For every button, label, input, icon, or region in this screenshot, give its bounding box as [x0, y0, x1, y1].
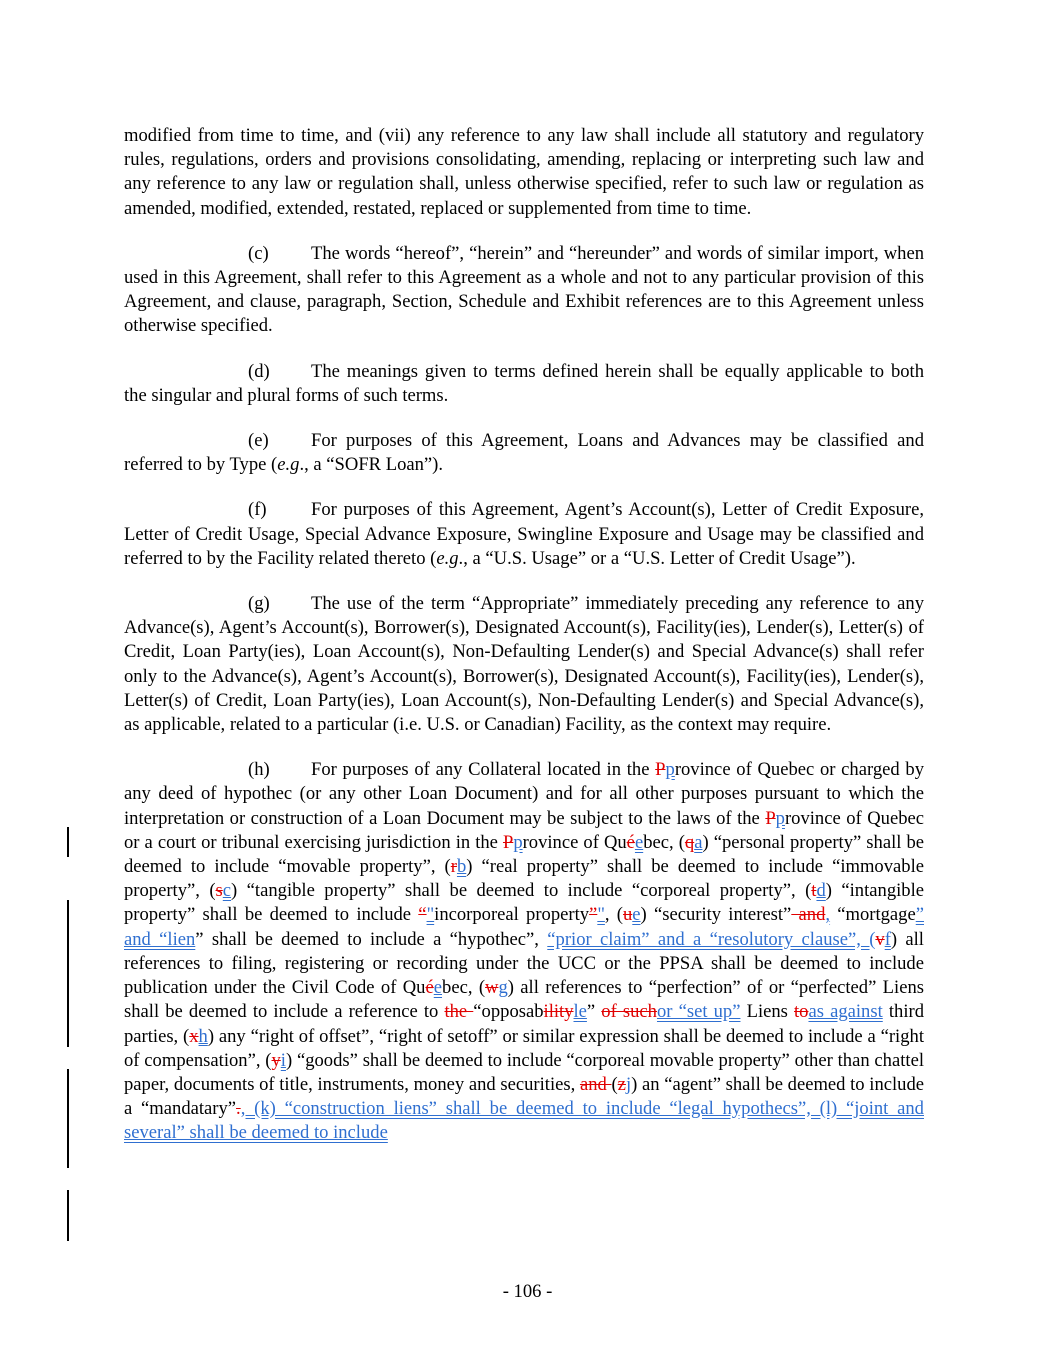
inserted-text: d — [816, 880, 826, 902]
inserted-text: h — [198, 1025, 208, 1047]
clause-text-d: The meanings given to terms defined herein shall be equally applicable to both the singular and plural forms of such terms. — [124, 360, 924, 406]
clause-text-f-2: ., a “U.S. Usage” or a “U.S. Letter of Credit Usage”). — [458, 547, 856, 569]
clause-text-segment: ) “goods” shall be deemed to include “corporeal movable property” other than chattel paper, documents of title, instruments, money and securities, — [124, 1049, 924, 1095]
inserted-text: j — [625, 1073, 632, 1095]
clause-text-segment: ) “intangible property” shall be deemed to include — [124, 880, 924, 926]
deleted-text: P — [655, 759, 666, 781]
deleted-text: w — [485, 977, 499, 999]
clause-text-segment: For purposes of any Collateral located in the — [311, 759, 656, 781]
inserted-text: or “set up” — [656, 1001, 741, 1023]
inserted-text: c — [222, 880, 232, 902]
clause-text-segment: ) all references to “perfection” of or “perfected” Liens shall be deemed to include a reference to — [124, 977, 924, 1023]
deleted-text: y — [271, 1049, 281, 1071]
paragraph-f — [124, 498, 924, 571]
deleted-text: r — [450, 856, 457, 878]
paragraph-d — [124, 360, 924, 408]
inserted-text: i — [280, 1049, 286, 1071]
deleted-text: u — [622, 904, 633, 926]
deleted-text: of such — [601, 1001, 657, 1023]
inserted-text: b — [456, 856, 467, 878]
page-number: - 106 - — [502, 1281, 553, 1302]
clause-text-segment: bec, ( — [442, 977, 486, 999]
paragraph-g — [124, 592, 924, 737]
clause-text-e-1: For purposes of this Agreement, Loans and Advances may be classified and referred to by Type ( — [124, 430, 924, 476]
clause-text-h — [124, 759, 924, 1143]
clause-text-segment: “mortgage — [830, 904, 916, 926]
clause-text-e-2: ., a “SOFR Loan”). — [299, 454, 444, 476]
clause-text-segment: ) an “agent” shall be deemed to include a “mandatary” — [124, 1073, 925, 1120]
paragraph-e — [124, 429, 924, 477]
clause-text-segment: “opposab — [473, 1001, 544, 1023]
clause-text-segment: , ( — [604, 904, 623, 926]
clause-label-c: (c) — [248, 242, 269, 264]
deleted-text: é — [626, 831, 635, 853]
inserted-text: , (k) “construction liens” shall be deemed to include “legal hypothecs”, (l) “joint and several” shall be deemed to include — [124, 1098, 924, 1144]
clause-text-segment: ) “security interest” — [640, 904, 792, 926]
deleted-text: P — [765, 807, 776, 829]
inserted-text: as against — [808, 1001, 883, 1023]
clause-text-segment: ” — [586, 1001, 602, 1023]
clause-text-segment: Liens — [740, 1001, 795, 1023]
clause-text-e-eg: e.g — [277, 454, 300, 476]
deleted-text: x — [189, 1025, 199, 1047]
deleted-text: t — [811, 880, 817, 902]
change-bar — [67, 1069, 69, 1168]
deleted-text: ” — [589, 904, 598, 926]
clause-text-segment: ) “personal property” shall be deemed to include “movable property”, ( — [124, 831, 924, 878]
deleted-text: the — [444, 1001, 474, 1023]
change-bar — [67, 1190, 69, 1241]
deleted-text: and — [579, 1073, 612, 1095]
clause-label-f: (f) — [248, 499, 267, 521]
deleted-text: ility — [543, 1001, 574, 1023]
inserted-text: e — [634, 831, 644, 853]
inserted-text: " — [597, 904, 605, 926]
clause-label-h: (h) — [248, 759, 270, 781]
deleted-text: . — [236, 1098, 241, 1120]
inserted-text: p — [513, 831, 523, 853]
deleted-text: to — [794, 1001, 809, 1023]
clause-text-segment: ( — [611, 1073, 618, 1095]
inserted-text: g — [498, 977, 508, 999]
clause-text-c: The words “hereof”, “herein” and “hereunder” and words of similar import, when used in this Agreement, shall refer to this Agreement as a whole and not to any particular provision of this Agreement, and clause, paragraph, Section, Schedule and Exhibit references are to this Agreement unless otherwise specified. — [124, 242, 924, 337]
deleted-text: z — [617, 1073, 626, 1095]
change-bar — [67, 827, 69, 857]
paragraph-intro: modified from time to time, and (vii) any reference to any law shall include all statutory and regulatory rules, regulations, orders and provisions consolidating, amending, replacing or interpreting such law and any reference to any law or regulation shall, unless otherwise specified, refer to such law or regulation as amended, modified, extended, restated, replaced or supplemented from time to time. — [124, 125, 924, 219]
inserted-text: ” and “lien — [124, 904, 924, 950]
inserted-text: p — [775, 807, 785, 829]
clause-text-segment: bec, ( — [643, 831, 685, 853]
inserted-text: f — [884, 928, 891, 950]
inserted-text: e — [632, 904, 641, 926]
deleted-text: s — [215, 880, 223, 902]
clause-text-segment: rovince of Qu — [522, 831, 627, 853]
clause-text-segment: ” shall be deemed to include a “hypothec”, — [195, 928, 548, 950]
inserted-text: , — [825, 904, 831, 926]
clause-text-segment: rovince of Quebec or charged by any deed of hypothec (or any other Loan Document) and for all other purposes pursuant to which the interpretation or construction of a Loan Document may be subject to the laws of the — [124, 759, 924, 829]
clause-label-g: (g) — [248, 593, 270, 615]
clause-text-segment: ) “real property” shall be deemed to include “immovable property”, ( — [124, 856, 924, 902]
inserted-text: e — [433, 977, 443, 999]
document-page — [124, 124, 924, 1167]
inserted-text: “prior claim” and a “resolutory clause”, ( — [547, 928, 876, 950]
change-bar — [67, 900, 69, 1047]
clause-text-segment: rovince of Quebec or a court or tribunal exercising jurisdiction in the — [124, 807, 924, 853]
deleted-text: P — [502, 831, 514, 853]
deleted-text: v — [875, 928, 885, 950]
inserted-text: a — [694, 831, 703, 853]
clause-text-segment: ) “tangible property” shall be deemed to include “corporeal property”, ( — [231, 880, 812, 902]
clause-text-segment: incorporeal property — [434, 904, 590, 926]
clause-text-segment: ) any “right of offset”, “right of setoff” or similar expression shall be deemed to include a “right of compensation”, ( — [124, 1025, 924, 1071]
paragraph-h — [124, 758, 924, 1145]
deleted-text: é — [425, 977, 434, 999]
clause-label-e: (e) — [248, 430, 269, 452]
inserted-text: " — [426, 904, 435, 926]
inserted-text: p — [665, 759, 675, 781]
deleted-text: and — [791, 904, 826, 926]
clause-text-f-eg: e.g — [436, 547, 459, 569]
deleted-text: q — [684, 831, 695, 853]
clause-label-d: (d) — [248, 360, 270, 382]
inserted-text: le — [573, 1001, 587, 1023]
clause-text-f-1: For purposes of this Agreement, Agent’s Account(s), Letter of Credit Exposure, Letter of Credit Usage, Special Advance Exposure, Swingline Exposure and Usage may be classified and referred to by the Facility related thereto ( — [124, 499, 924, 569]
paragraph-c — [124, 242, 924, 339]
deleted-text: “ — [418, 904, 427, 926]
clause-text-segment: third parties, ( — [124, 1001, 924, 1047]
clause-text-segment: ) all references to filing, registering or recording under the UCC or the PPSA shall be deemed to include publication under the Civil Code of Qu — [124, 928, 924, 999]
clause-text-g: The use of the term “Appropriate” immediately preceding any reference to any Advance(s), Agent’s Account(s), Borrower(s), Designated Account(s), Facility(ies), Lender(s), Letter(s) of Credit, Loan Party(ies), Loan Account(s), Non-Defaulting Lender(s) and Special Advance(s) shall refer only to the Advance(s), Agent’s Account(s), Borrower(s), Designated Account(s), Facility(ies), Lender(s), Letter(s) of Credit, Loan Party(ies), Loan Account(s), Non-Defaulting Lender(s) and Special Advance(s), as applicable, related to a particular (i.e. U.S. or Canadian) Facility, as the context may require. — [124, 593, 924, 736]
